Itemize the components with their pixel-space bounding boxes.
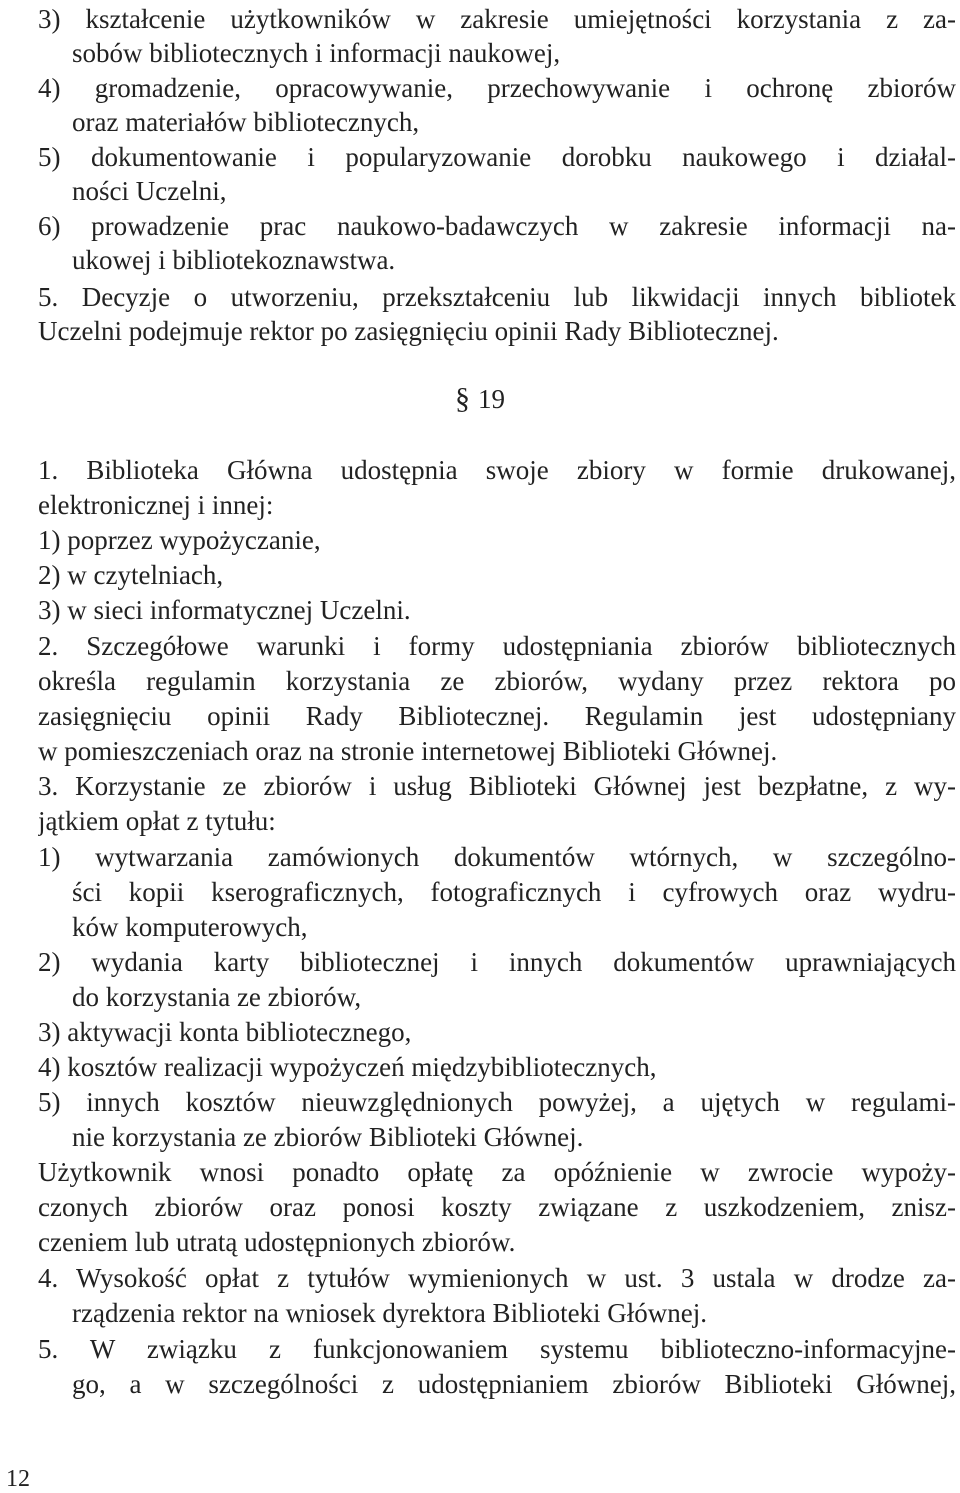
text-line: 6) prowadzenie prac naukowo-badawczych w zakresie informacji na-: [38, 211, 956, 241]
text-line: 2) wydania karty bibliotecznej i innych dokumentów uprawniających: [38, 947, 956, 977]
text-line: 5) dokumentowanie i popularyzowanie dorobku naukowego i działal-: [38, 142, 956, 172]
text-line: 1) wytwarzania zamówionych dokumentów wtórnych, w szczególno-: [38, 842, 956, 872]
text-line: 2) w czytelniach,: [38, 560, 224, 590]
text-line: Użytkownik wnosi ponadto opłatę za opóźnienie w zwrocie wypoży-: [38, 1157, 956, 1187]
text-line: 4. Wysokość opłat z tytułów wymienionych w ust. 3 ustala w drodze za-: [38, 1263, 956, 1293]
text-line: określa regulamin korzystania ze zbiorów, wydany przez rektora po: [38, 666, 956, 696]
text-line: 3) kształcenie użytkowników w zakresie umiejętności korzystania z za-: [38, 4, 956, 34]
text-line: ności Uczelni,: [72, 176, 227, 206]
text-line: rządzenia rektor na wniosek dyrektora Biblioteki Głównej.: [72, 1298, 708, 1328]
text-line: czonych zbiorów oraz ponosi koszty związane z uszkodzeniem, znisz-: [38, 1192, 956, 1222]
text-line: oraz materiałów bibliotecznych,: [72, 107, 420, 137]
text-line: 4) gromadzenie, opracowywanie, przechowywanie i ochronę zbiorów: [38, 73, 956, 103]
text-line: go, a w szczególności z udostępnianiem zbiorów Biblioteki Głównej,: [72, 1369, 956, 1399]
text-line: zasięgnięciu opinii Rady Bibliotecznej. Regulamin jest udostępniany: [38, 701, 956, 731]
text-line: 3) aktywacji konta bibliotecznego,: [38, 1017, 412, 1047]
text-line: 1) poprzez wypożyczanie,: [38, 525, 321, 555]
text-line: 1. Biblioteka Główna udostępnia swoje zbiory w formie drukowanej,: [38, 455, 956, 485]
section-heading: [0, 382, 960, 416]
text-line: nie korzystania ze zbiorów Biblioteki Głównej.: [72, 1122, 584, 1152]
text-line: elektronicznej i innej:: [38, 490, 274, 520]
text-line: 5. Decyzje o utworzeniu, przekształceniu lub likwidacji innych bibliotek: [38, 282, 956, 312]
page-number: 12: [6, 1466, 30, 1492]
text-line: ukowej i bibliotekoznawstwa.: [72, 245, 396, 275]
text-line: w pomieszczeniach oraz na stronie internetowej Biblioteki Głównej.: [38, 736, 778, 766]
section-number: 19: [478, 384, 505, 414]
text-line: ści kopii kserograficznych, fotograficznych i cyfrowych oraz wydru-: [72, 877, 956, 907]
text-line: 3. Korzystanie ze zbiorów i usług Biblioteki Głównej jest bezpłatne, z wy-: [38, 771, 956, 801]
text-line: ków komputerowych,: [72, 912, 308, 942]
text-line: 3) w sieci informatycznej Uczelni.: [38, 595, 411, 625]
text-line: sobów bibliotecznych i informacji naukowej,: [72, 38, 561, 68]
text-line: czeniem lub utratą udostępnionych zbiorów.: [38, 1227, 516, 1257]
text-line: 5) innych kosztów nieuwzględnionych powyżej, a ujętych w regulami-: [38, 1087, 956, 1117]
text-line: Uczelni podejmuje rektor po zasięgnięciu opinii Rady Bibliotecznej.: [38, 316, 779, 346]
text-line: 4) kosztów realizacji wypożyczeń międzybibliotecznych,: [38, 1052, 657, 1082]
text-line: 2. Szczegółowe warunki i formy udostępniania zbiorów bibliotecznych: [38, 631, 956, 661]
text-line: jątkiem opłat z tytułu:: [38, 806, 276, 836]
text-line: do korzystania ze zbiorów,: [72, 982, 362, 1012]
text-line: 5. W związku z funkcjonowaniem systemu biblioteczno-informacyjne-: [38, 1334, 956, 1364]
section-sign: §: [455, 382, 470, 415]
